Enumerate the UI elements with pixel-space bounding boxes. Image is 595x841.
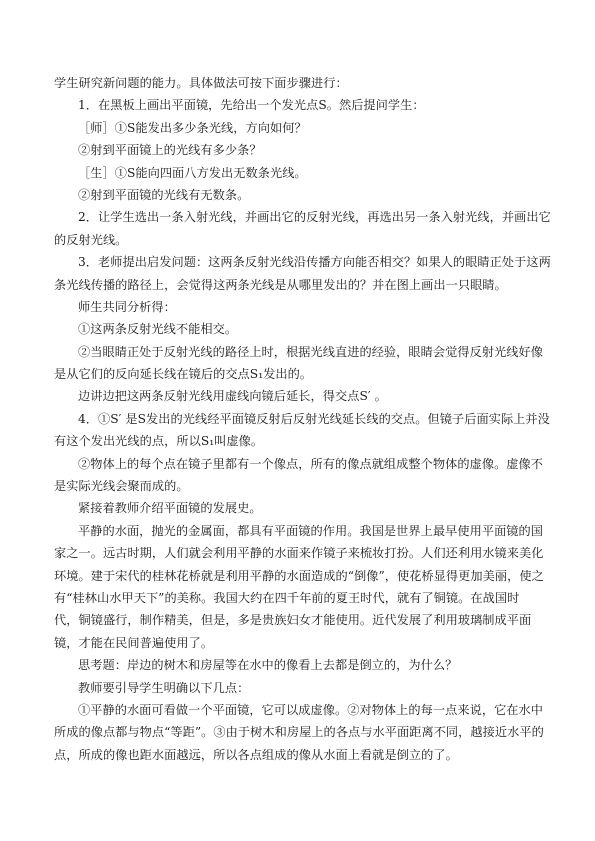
text-line: 思考题：岸边的树木和房屋等在水中的像看上去都是倒立的，为什么？ (78, 658, 458, 673)
text-line: ①这两条反射光线不能相交。 (78, 322, 238, 337)
text-line: ②物体上的每个点在镜子里都有一个像点，所有的像点就组成整个物体的虚像。虚像不 (78, 456, 544, 471)
text-line: 2．让学生选出一条入射光线，并画出它的反射光线，再选出另一条入射光线，并画出它 (78, 210, 551, 225)
text-line: 代，铜镜盛行，制作精美，但是，多是贵族妇女才能使用。近代发展了利用玻璃制成平面 (54, 613, 532, 628)
text-line: 学生研究新问题的能力。具体做法可按下面步骤进行： (54, 76, 348, 90)
text-line: 所成的像点都与物点“等距”。③由于树木和房屋上的各点与水平面距离不同，越接近水平的 (54, 725, 544, 740)
text-line: ［生］①S能向四面八方发出无数条光线。 (78, 165, 307, 180)
text-line: 师生共同分析得： (78, 299, 176, 314)
text-line: ②当眼睛正处于反射光线的路径上时，根据光线直进的经验，眼睛会觉得反射光线好像 (78, 344, 544, 359)
text-line: 1．在黑板上画出平面镜，先给出一个发光点S。然后提问学生： (78, 98, 425, 113)
text-line: 3．老师提出启发问题：这两条反射光线沿传播方向能否相交？如果人的眼睛正处于这两 (78, 255, 551, 270)
text-line: 镜，才能在民间普遍使用了。 (54, 635, 214, 650)
text-line: 边讲边把这两条反射光线用虚线向镜后延长，得交点S′ 。 (78, 389, 387, 404)
text-line: ①平静的水面可看做一个平面镜，它可以成虚像。②对物体上的每一点来说，它在水中 (78, 702, 544, 717)
text-line: 环境。建于宋代的桂林花桥就是利用平静的水面造成的“倒像”，使花桥显得更加美丽，使之 (54, 568, 544, 583)
text-line: 教师要引导学生明确以下几点： (78, 680, 250, 695)
text-line: ②射到平面镜上的光线有多少条？ (78, 143, 262, 158)
text-line: 紧接着教师介绍平面镜的发展史。 (78, 501, 262, 516)
text-line: 4．①S′ 是S发出的光线经平面镜反射后反射光线延长线的交点。但镜子后面实际上并没 (78, 411, 550, 426)
text-line: 有“桂林山水甲天下”的美称。我国大约在四千年前的夏王时代，就有了铜镜。在战国时 (54, 590, 520, 605)
document-page (54, 72, 551, 766)
text-line: 是实际光线会聚而成的。 (54, 479, 189, 494)
text-line: 家之一。远古时期，人们就会利用平静的水面来作镜子来梳妆打扮。人们还利用水镜来美化 (54, 546, 544, 561)
text-line: 有这个发出光线的点，所以S₁叫虚像。 (54, 434, 264, 449)
text-line: 条光线传播的路径上，会觉得这两条光线是从哪里发出的？并在图上画出一只眼睛。 (54, 277, 507, 292)
text-line: 是从它们的反向延长线在镜后的交点S₁发出的。 (54, 367, 313, 382)
text-line: 平静的水面，抛光的金属面，都具有平面镜的作用。我国是世界上最早使用平面镜的国 (78, 523, 544, 538)
text-line: ②射到平面镜的光线有无数条。 (78, 187, 250, 202)
text-line: 的反射光线。 (54, 232, 128, 247)
text-line: ［师］①S能发出多少条光线，方向如何？ (78, 120, 307, 135)
text-line: 点，所成的像也距水面越远，所以各点组成的像从水面上看就是倒立的了。 (54, 747, 458, 762)
